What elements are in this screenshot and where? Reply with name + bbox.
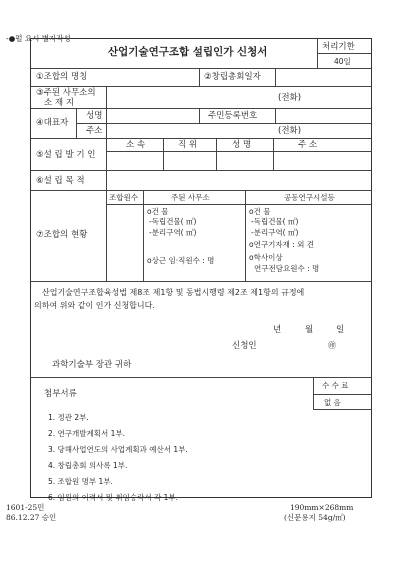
seal-mark: ㊞ [328,341,336,350]
founders-col-affiliation: 소 속 [126,140,146,150]
divider [30,190,372,191]
facility-equipment: o연구기자재 : 외 견 [249,240,314,249]
facility-independent-building: -독립건물( ㎡) [251,217,299,226]
attachment-item-3: 3. 당해사업연도의 사업계획과 예산서 1부. [48,445,188,454]
office-independent-building: -독립건물( ㎡) [149,217,197,226]
divider [30,68,372,69]
divider [313,394,372,395]
office-building: o건 물 [147,207,169,216]
office-separate-area: -분리구역( ㎡) [149,228,197,237]
date-year-label: 년 [273,325,282,335]
date-month-label: 월 [305,325,314,335]
founders-col-position: 직 위 [178,140,198,150]
processing-period-value: 40일 [334,57,351,66]
divider [273,138,274,170]
attachment-item-1: 1. 정관 2부. [48,413,89,422]
facility-staff-line-2: 연구전담요원수 : 명 [254,264,320,273]
attachment-item-6: 6. 임원의 이력서 및 취임승락서 각 1부. [48,493,179,502]
divider [106,138,107,170]
processing-period-label: 처리기한 [322,42,355,52]
office-staff-count: o상근 임·직원수 : 명 [147,256,215,265]
fee-value: 없 음 [324,398,341,407]
divider [313,409,372,410]
divider [199,108,200,123]
founding-meeting-date-label: ②창립총회일자 [204,72,261,82]
divider [106,170,107,190]
representative-label: ④대표자 [36,118,69,128]
form-number-note: -●펄 요시 별자작성 [6,34,71,43]
footer-approval: 86.12.27 승인 [6,513,57,522]
divider [106,204,372,205]
divider [317,53,372,54]
divider [313,377,314,409]
purpose-label: ⑥설 립 목 적 [36,176,85,186]
date-day-label: 일 [336,325,345,335]
attachment-item-4: 4. 창립총회 의사록 1부. [48,461,128,470]
divider [30,377,372,378]
divider [163,138,164,170]
status-col-members: 조합원수 [109,193,138,202]
rep-address-label: 주소 [86,126,103,136]
divider [30,108,372,109]
founders-col-name: 성 명 [232,140,252,150]
attachment-item-2: 2. 연구개발계획서 1부. [48,429,126,438]
fee-label: 수 수 료 [322,381,349,390]
divider [216,138,217,170]
rep-phone-label: (전화) [278,126,302,136]
main-office-label-2: 소 재 지 [44,98,75,108]
facility-building: o건 물 [249,207,271,216]
facility-separate-area: -분리구역( ㎡) [251,228,299,237]
founders-col-address: 주 소 [298,140,318,150]
footer-paper-type: (신문용지 54g/㎡) [284,513,346,522]
rep-id-number-label: 주민등록번호 [208,111,258,121]
application-text-line-2: 의하여 위와 같이 인가 신청합니다. [34,301,155,310]
divider [106,86,107,108]
divider [199,68,200,86]
rep-name-label: 성명 [86,111,103,121]
facility-staff-line-1: o학사이상 [249,253,283,262]
divider [30,170,372,171]
attachments-heading: 첨부서류 [44,389,77,399]
divider [106,151,372,152]
divider [30,281,372,282]
status-col-facility: 공동연구시설등 [284,193,335,202]
divider [275,68,276,86]
founders-label: ⑤설 립 발 기 인 [36,150,96,160]
divider [30,86,372,87]
office-phone-label: (전화) [278,93,302,103]
main-office-label: ③주된 사무소의 [36,88,96,98]
attachment-item-5: 5. 조합원 명부 1부. [48,477,113,486]
status-label: ⑦조합의 현황 [36,230,88,240]
application-text-line-1: 산업기술연구조합육성법 제8조 제1항 및 동법시행령 제2조 제1항의 규정에 [42,288,305,297]
applicant-label: 신청인 [232,341,257,351]
form-title: 산업기술연구조합 설립인가 신청서 [108,46,268,58]
divider [275,108,276,123]
divider [76,123,372,124]
footer-paper-size: 190mm×268mm [290,503,354,512]
status-col-office: 주된 사무소 [171,193,210,202]
addressee: 과학기술부 장관 귀하 [52,360,132,370]
footer-code: 1601-25민 [6,503,45,512]
association-name-label: ①조합의 명칭 [36,72,88,82]
divider [30,138,372,139]
